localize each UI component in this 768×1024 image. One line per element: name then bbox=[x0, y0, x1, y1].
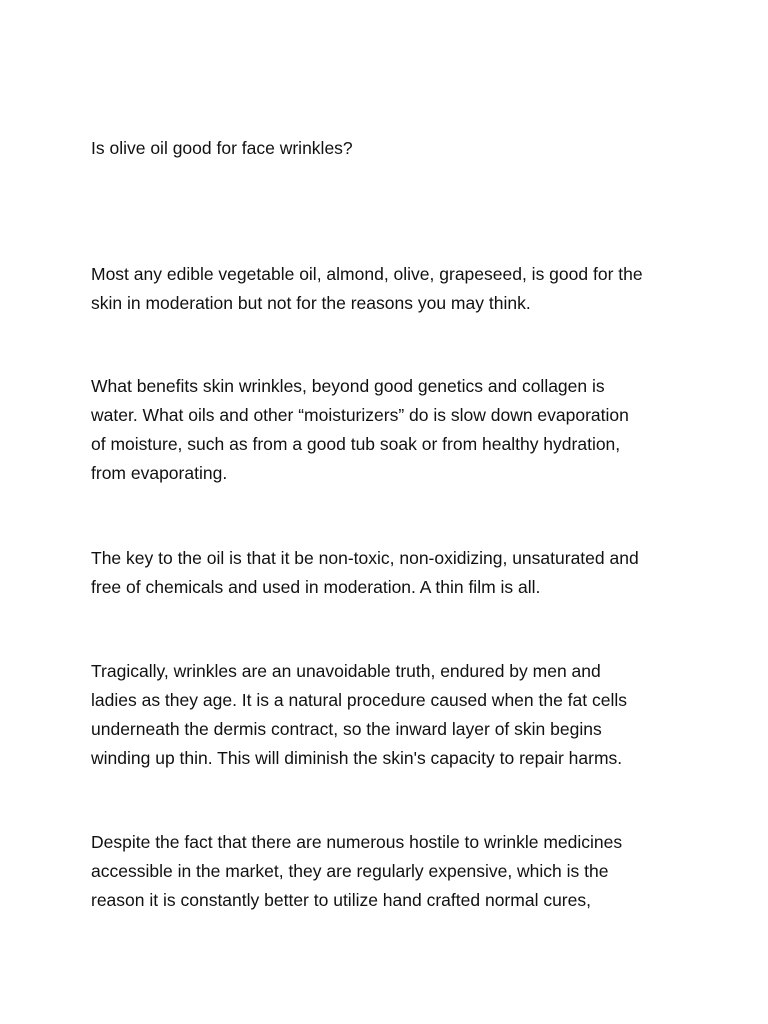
paragraph-4-line-1: Tragically, wrinkles are an unavoidable truth, endured by men and bbox=[91, 661, 601, 681]
paragraph-3-line-1: The key to the oil is that it be non-toxic, non-oxidizing, unsaturated and bbox=[91, 548, 639, 568]
paragraph-1-line-2: skin in moderation but not for the reasons you may think. bbox=[91, 293, 531, 313]
paragraph-1-line-1: Most any edible vegetable oil, almond, olive, grapeseed, is good for the bbox=[91, 264, 643, 284]
paragraph-4-line-3: underneath the dermis contract, so the inward layer of skin begins bbox=[91, 719, 602, 739]
document-title: Is olive oil good for face wrinkles? bbox=[91, 138, 353, 158]
paragraph-5-line-2: accessible in the market, they are regularly expensive, which is the bbox=[91, 861, 609, 881]
paragraph-4-line-2: ladies as they age. It is a natural procedure caused when the fat cells bbox=[91, 690, 628, 710]
paragraph-3-line-2: free of chemicals and used in moderation. A thin film is all. bbox=[91, 577, 541, 597]
paragraph-2-line-1: What benefits skin wrinkles, beyond good genetics and collagen is bbox=[91, 376, 605, 396]
paragraph-5-line-3: reason it is constantly better to utilize hand crafted normal cures, bbox=[91, 890, 591, 910]
paragraph-2-line-2: water. What oils and other “moisturizers” do is slow down evaporation bbox=[91, 405, 629, 425]
paragraph-2-line-3: of moisture, such as from a good tub soak or from healthy hydration, bbox=[91, 434, 621, 454]
paragraph-4-line-4: winding up thin. This will diminish the skin's capacity to repair harms. bbox=[91, 748, 623, 768]
paragraph-5-line-1: Despite the fact that there are numerous hostile to wrinkle medicines bbox=[91, 832, 623, 852]
paragraph-2-line-4: from evaporating. bbox=[91, 463, 228, 483]
